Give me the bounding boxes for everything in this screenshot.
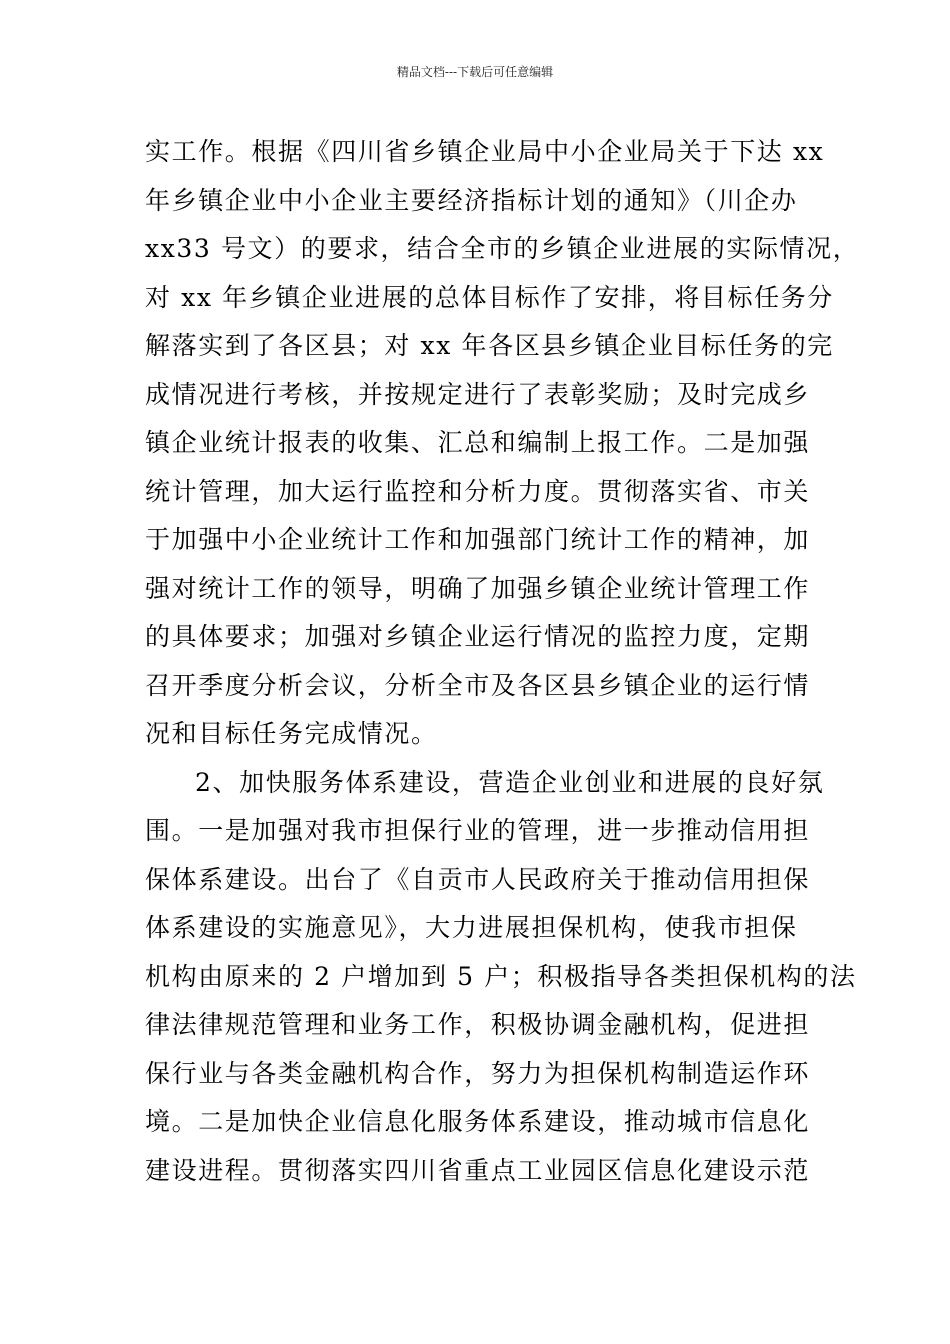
text-line: 强对统计工作的领导，明确了加强乡镇企业统计管理工作 <box>145 573 811 603</box>
text-line: 2、加快服务体系建设，营造企业创业和进展的良好氛 <box>195 767 825 797</box>
text-line: xx33 号文）的要求，结合全市的乡镇企业进展的实际情况， <box>145 234 860 263</box>
text-line: 机构由原来的 2 户增加到 5 户；积极指导各类担保机构的法 <box>145 961 857 991</box>
text-line: 年乡镇企业中小企业主要经济指标计划的通知》（川企办 <box>145 185 798 215</box>
text-line: 围。一是加强对我市担保行业的管理，进一步推动信用担 <box>145 816 811 845</box>
text-line: 召开季度分析会议，分析全市及各区县乡镇企业的运行情 <box>145 670 811 700</box>
text-line: 保体系建设。出台了《自贡市人民政府关于推动信用担保 <box>145 864 811 894</box>
document-body <box>145 128 860 1195</box>
text-line: 律法律规范管理和业务工作，积极协调金融机构，促进担 <box>145 1010 811 1039</box>
text-line: 对 xx 年乡镇企业进展的总体目标作了安排，将目标任务分 <box>145 282 834 312</box>
page-header: 精品文档---下载后可任意编辑 <box>396 65 554 79</box>
text-line: 成情况进行考核，并按规定进行了表彰奖励；及时完成乡 <box>145 379 811 409</box>
text-line: 解落实到了各区县；对 xx 年各区县乡镇企业目标任务的完 <box>145 331 834 360</box>
text-line: 建设进程。贯彻落实四川省重点工业园区信息化建设示范 <box>145 1155 811 1185</box>
text-line: 保行业与各类金融机构合作，努力为担保机构制造运作环 <box>145 1058 811 1088</box>
text-line: 境。二是加快企业信息化服务体系建设，推动城市信息化 <box>145 1107 811 1136</box>
text-line: 实工作。根据《四川省乡镇企业局中小企业局关于下达 xx <box>145 137 825 166</box>
text-line: 的具体要求；加强对乡镇企业运行情况的监控力度，定期 <box>145 622 811 651</box>
paragraph-2 <box>145 759 857 1196</box>
text-line: 镇企业统计报表的收集、汇总和编制上报工作。二是加强 <box>145 428 811 457</box>
paragraph-1 <box>145 128 860 759</box>
text-line: 体系建设的实施意见》，大力进展担保机构，使我市担保 <box>145 913 798 942</box>
text-line: 统计管理，加大运行监控和分析力度。贯彻落实省、市关 <box>145 476 811 506</box>
text-line: 况和目标任务完成情况。 <box>145 719 438 748</box>
text-line: 于加强中小企业统计工作和加强部门统计工作的精神，加 <box>145 525 811 554</box>
